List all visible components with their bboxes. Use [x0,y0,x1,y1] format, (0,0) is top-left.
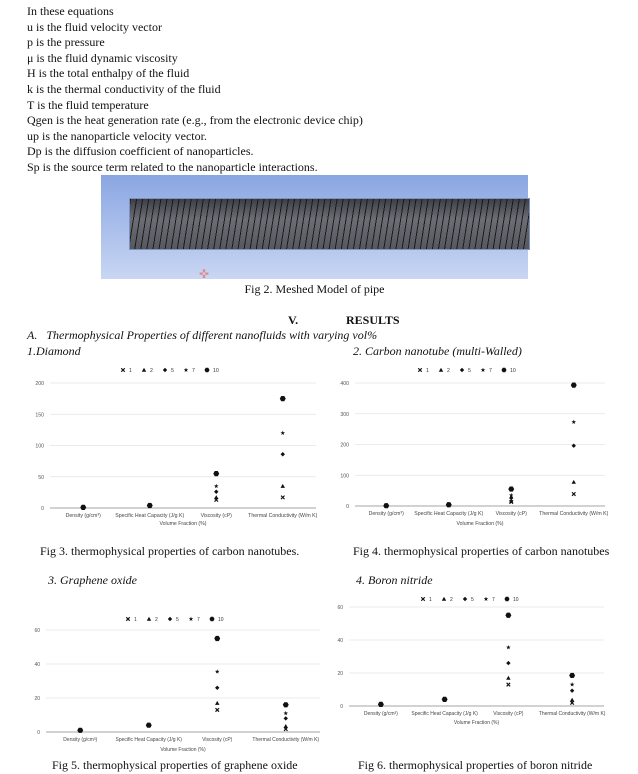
data-point-series-7 [215,669,220,673]
y-tick-label: 60 [34,628,40,634]
data-point-series-5 [281,452,285,456]
legend-marker-triangle [142,368,146,372]
legend-label: 7 [197,617,200,623]
x-tick-label: Thermal Conductivity (W/m K) [538,711,606,717]
data-point-series-1 [507,683,511,687]
data-point-series-10 [508,487,514,492]
y-tick-label: 20 [337,671,343,677]
chart-diamond [28,362,320,532]
x-tick-label: Density (g/cm³) [363,711,398,717]
data-point-series-10 [146,723,152,728]
legend-marker-hexagon [209,617,214,621]
data-point-series-5 [570,688,574,692]
figure-6-caption: Fig 6. thermophysical properties of boron nitride [358,758,593,772]
legend-label: 7 [192,368,195,374]
legend-label: 5 [471,597,474,603]
data-point-series-10 [147,503,153,508]
data-point-series-2 [506,676,510,680]
x-axis-label: Volume Fraction (%) [453,720,500,726]
data-point-series-2 [572,480,576,484]
legend-item [484,597,495,603]
definition-line: up is the nanoparticle velocity vector. [27,128,207,143]
legend-label: 1 [134,617,137,623]
data-point-series-2 [570,698,574,702]
y-tick-label: 100 [35,443,44,450]
x-tick-label: Density (g/cm³) [65,513,101,519]
section-number: V. [288,313,299,327]
data-point-series-1 [215,708,219,712]
legend-marker-x [121,368,125,372]
definition-line: p is the pressure [27,35,105,50]
chart-carbon-nanotube [335,362,635,532]
legend-item [418,368,429,374]
data-point-series-7 [506,645,511,649]
data-point-series-5 [215,686,219,690]
data-point-series-10 [446,502,452,507]
legend-marker-star [484,597,489,601]
data-point-series-10 [442,697,448,702]
y-tick-label: 200 [35,381,44,387]
x-tick-label: Viscosity (cP) [495,511,527,517]
legend-item [463,597,474,603]
definition-line: Dp is the diffusion coefficient of nanoparticles. [27,144,254,159]
definition-line: Sp is the source term related to the nanoparticle interactions. [27,160,318,174]
y-tick-label: 0 [340,704,343,710]
definition-line: k is the thermal conductivity of the fluid [27,82,221,96]
data-point-series-10 [280,396,286,401]
legend-item [121,368,132,374]
x-tick-label: Density (g/cm³) [63,737,98,743]
legend-label: 2 [447,368,450,374]
legend-label: 2 [155,617,158,623]
data-point-series-2 [284,724,288,728]
data-point-series-5 [506,661,510,665]
data-point-series-5 [284,716,288,720]
legend-label: 2 [450,597,453,603]
legend-item [142,368,153,374]
data-point-series-10 [214,636,220,641]
figure-5-caption: Fig 5. thermophysical properties of graphene oxide [52,758,298,772]
legend-item [184,368,195,374]
data-point-series-7 [570,682,575,686]
y-tick-label: 20 [34,696,40,702]
y-tick-label: 150 [35,412,44,419]
x-tick-label: Density (g/cm³) [368,511,404,517]
legend-label: 5 [171,368,174,374]
legend-marker-star [184,368,189,372]
legend-marker-diamond [463,597,467,601]
data-point-series-2 [281,484,285,488]
figure-3-caption: Fig 3. thermophysical properties of carbon nanotubes. [40,544,300,558]
legend-marker-hexagon [504,597,509,601]
legend-item [147,617,158,623]
x-tick-label: Specific Heat Capacity (J/g K) [414,511,484,517]
subhead-carbon-nanotube: 2. Carbon nanotube (multi-Walled) [353,344,522,358]
legend-label: 10 [513,597,519,603]
definition-line: Qgen is the heat generation rate (e.g., from the electronic device chip) [27,113,363,128]
legend-label: 1 [129,368,132,374]
legend-label: 5 [468,368,471,374]
x-axis-label: Volume Fraction (%) [159,521,207,527]
legend-item [209,617,223,623]
chart-graphene-oxide [28,610,328,755]
definition-line: μ is the fluid dynamic viscosity [27,50,178,65]
x-tick-label: Thermal Conductivity (W/m K) [252,737,320,743]
legend-label: 7 [492,597,495,603]
subsection-heading: A. Thermophysical Properties of different nanofluids with varying vol% [27,328,378,342]
subhead-diamond: 1.Diamond [27,344,81,358]
data-point-series-5 [214,490,218,494]
legend-item [460,368,471,374]
legend-item [163,368,174,374]
definition-line: In these equations [27,4,114,18]
y-tick-label: 0 [37,730,40,736]
y-tick-label: 200 [340,442,349,449]
subhead-graphene-oxide: 3. Graphene oxide [48,573,137,587]
x-axis-label: Volume Fraction (%) [456,521,504,527]
y-tick-label: 40 [337,638,343,644]
legend-marker-diamond [460,368,464,372]
legend-marker-triangle [442,597,446,601]
legend-marker-x [421,597,425,601]
figure-4-caption: Fig 4. thermophysical properties of carbon nanotubes [353,544,610,558]
pipe-mesh [129,198,530,250]
data-point-series-2 [214,495,218,499]
legend-item [421,597,432,603]
legend-marker-star [481,368,486,372]
data-point-series-10 [80,505,86,510]
data-point-series-1 [281,496,285,500]
legend-marker-triangle [439,368,443,372]
y-tick-label: 0 [41,506,44,512]
definition-line: H is the total enthalpy of the fluid [27,66,190,81]
data-point-series-7 [571,420,576,424]
legend-item [481,368,492,374]
y-tick-label: 60 [337,605,343,611]
legend-marker-x [126,617,130,621]
x-tick-label: Viscosity (cP) [200,513,232,519]
x-tick-label: Viscosity (cP) [493,711,524,717]
y-tick-label: 40 [34,662,40,668]
x-tick-label: Specific Heat Capacity (J/g K) [411,711,478,717]
x-tick-label: Viscosity (cP) [202,737,233,743]
legend-label: 10 [218,617,224,623]
legend-marker-x [418,368,422,372]
data-point-series-10 [283,702,289,707]
data-point-series-10 [383,503,389,508]
data-point-series-1 [572,492,576,496]
data-point-series-10 [569,673,575,678]
legend-item [189,617,200,623]
definition-line: T is the fluid temperature [27,97,149,112]
legend-marker-diamond [168,617,172,621]
section-title: RESULTS [346,313,400,327]
legend-marker-star [189,617,194,621]
figure-2-caption: Fig 2. Meshed Model of pipe [244,282,385,296]
x-tick-label: Specific Heat Capacity (J/g K) [115,737,182,743]
legend-label: 7 [489,368,492,374]
data-point-series-7 [214,484,219,488]
legend-label: 1 [429,597,432,603]
legend-label: 2 [150,368,153,374]
legend-item [439,368,450,374]
legend-label: 10 [510,368,516,374]
y-tick-label: 50 [38,474,44,481]
x-tick-label: Thermal Conductivity (W/m K) [248,513,318,519]
y-tick-label: 0 [346,504,349,510]
chart-boron-nitride [333,590,638,735]
legend-item [126,617,137,623]
definition-line: u is the fluid velocity vector [27,19,162,34]
data-point-series-7 [283,711,288,715]
y-tick-label: 400 [340,381,349,387]
legend-item [504,597,518,603]
legend-item [501,368,515,374]
legend-marker-triangle [147,617,151,621]
y-tick-label: 300 [340,411,349,418]
legend-marker-hexagon [501,368,506,372]
x-tick-label: Thermal Conductivity (W/m K) [539,511,609,517]
data-point-series-10 [213,471,219,476]
legend-label: 1 [426,368,429,374]
legend-marker-hexagon [204,368,209,372]
data-point-series-5 [509,496,513,500]
data-point-series-10 [505,613,511,618]
data-point-series-7 [280,431,285,435]
meshed-pipe-image [101,175,528,279]
x-axis-label: Volume Fraction (%) [160,747,206,753]
subhead-boron-nitride: 4. Boron nitride [356,573,433,587]
legend-marker-diamond [163,368,167,372]
y-tick-label: 100 [340,473,349,480]
legend-label: 10 [213,368,219,374]
legend-item [204,368,218,374]
legend-item [168,617,179,623]
x-tick-label: Specific Heat Capacity (J/g K) [115,513,185,519]
legend-label: 5 [176,617,179,623]
data-point-series-2 [215,701,219,705]
legend-item [442,597,453,603]
axis-origin-icon: ✜ [199,267,210,281]
